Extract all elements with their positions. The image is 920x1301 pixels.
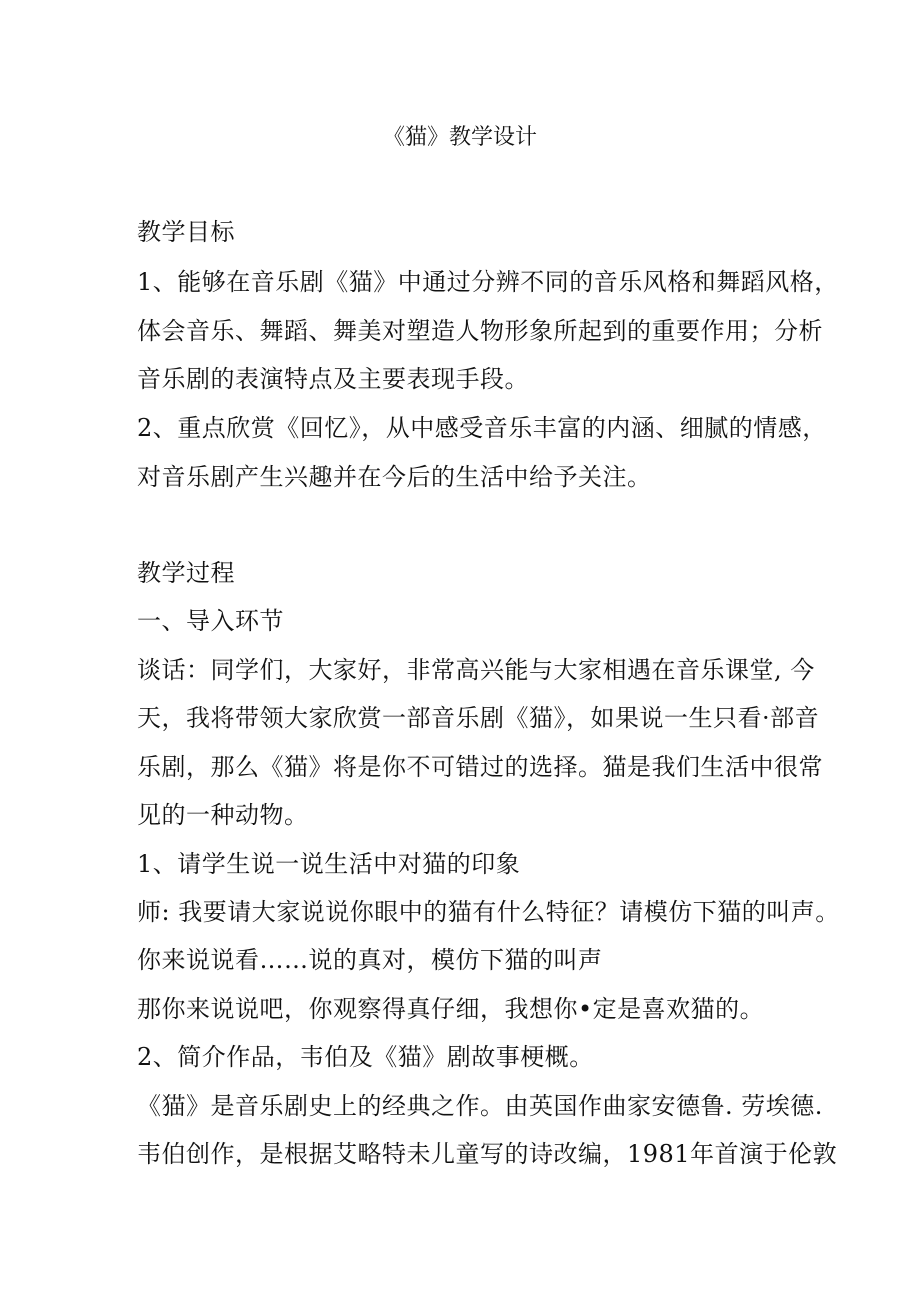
teacher-line-1: 师: 我要请大家说说你眼中的猫有什么特征？请模仿下猫的叫声。 [137, 898, 840, 926]
goal-2-line-2: 对音乐剧产生兴趣并在今后的生活中给予关注。 [137, 463, 652, 491]
goal-1-line-1: 1、能够在音乐剧《猫》中通过分辨不同的音乐风格和舞蹈风格， [137, 268, 839, 296]
talk-line-1: 谈话：同学们，大家好，非常高兴能与大家相遇在音乐课堂, 今 [137, 656, 815, 684]
talk-line-3: 乐剧，那么《猫》将是你不可错过的选择。猫是我们生活中很常 [137, 753, 823, 781]
talk-line-2: 天，我将带领大家欣赏一部音乐剧《猫》，如果说一生只看·部音 [137, 704, 820, 732]
process-heading: 教学过程 [137, 559, 235, 587]
teacher-line-3: 那你来说说吧，你观察得真仔细，我想你•定是喜欢猫的。 [137, 995, 765, 1023]
intro-line-2: 韦伯创作，是根据艾略特未儿童写的诗改编，1981年首演于伦敦 [137, 1140, 838, 1168]
goal-1-line-3: 音乐剧的表演特点及主要表现手段。 [137, 365, 529, 393]
intro-line-1: 《猫》是音乐剧史上的经典之作。由英国作曲家安德鲁. 劳埃德. [137, 1092, 823, 1120]
section-1-heading: 一、导入环节 [137, 607, 284, 635]
goal-1-line-2: 体会音乐、舞蹈、舞美对塑造人物形象所起到的重要作用；分析 [137, 317, 823, 345]
document-title: 《猫》教学设计 [382, 125, 537, 150]
teacher-line-2: 你来说说看……说的真对，模仿下猫的叫声 [137, 946, 603, 974]
step-1-heading: 1、请学生说一说生活中对猫的印象 [137, 850, 521, 878]
goal-2-line-1: 2、重点欣赏《回忆》，从中感受音乐丰富的内涵、细腻的情感， [137, 414, 827, 442]
goals-heading: 教学目标 [137, 218, 235, 246]
step-2-heading: 2、简介作品，韦伯及《猫》剧故事梗概。 [137, 1043, 594, 1071]
talk-line-4: 见的一种动物。 [137, 801, 309, 829]
